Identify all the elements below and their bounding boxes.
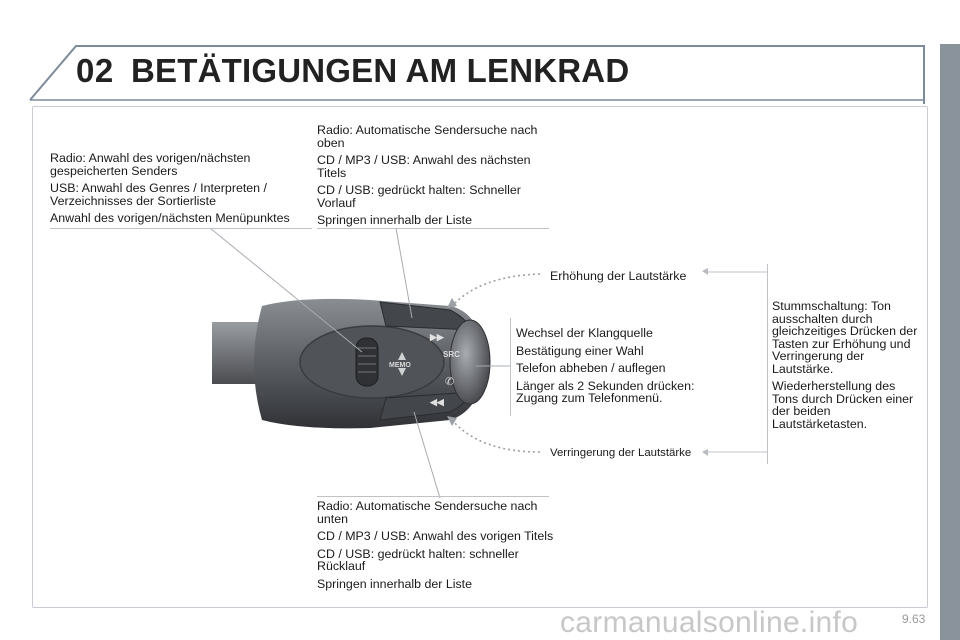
divider xyxy=(50,228,312,229)
right-description xyxy=(772,300,920,435)
phone-icon: ✆ xyxy=(445,376,455,388)
left-description xyxy=(50,152,312,230)
src-label: SRC xyxy=(443,350,460,359)
bottom-line: CD / USB: gedrückt halten: schneller Rücklauf xyxy=(317,546,519,573)
bottom-line: Springen innerhalb der Liste xyxy=(317,576,472,591)
center-line: Länger als 2 Sekunden drücken: Zugang zum Telefonmenü. xyxy=(516,378,695,405)
divider xyxy=(767,264,768,464)
volume-up-label: Erhöhung der Lautstärke xyxy=(550,269,687,283)
center-line: Bestätigung einer Wahl xyxy=(516,343,644,358)
center-line: Wechsel der Klangquelle xyxy=(516,326,653,340)
divider xyxy=(317,228,549,229)
left-line: Radio: Anwahl des vorigen/nächsten gespeicherten Senders xyxy=(50,151,251,178)
divider xyxy=(510,318,511,416)
next-track-icon: ▶▶ xyxy=(430,332,444,342)
divider xyxy=(317,496,549,497)
left-line: Anwahl des vorigen/nächsten Menüpunktes xyxy=(50,211,290,225)
page-title: BETÄTIGUNGEN AM LENKRAD xyxy=(131,52,630,89)
bottom-line: Radio: Automatische Sendersuche nach unten xyxy=(317,499,538,526)
top-line: Springen innerhalb der Liste xyxy=(317,213,472,227)
center-description xyxy=(516,327,716,410)
bottom-line: CD / MP3 / USB: Anwahl des vorigen Titels xyxy=(317,529,554,543)
page-number: 9.63 xyxy=(902,612,926,626)
top-line: Radio: Automatische Sendersuche nach oben xyxy=(317,123,538,150)
volume-down-label: Verringerung der Lautstärke xyxy=(550,447,692,459)
top-line: CD / MP3 / USB: Anwahl des nächsten Titels xyxy=(317,153,531,180)
left-line: USB: Anwahl des Genres / Interpreten / Verzeichnisses der Sortierliste xyxy=(50,181,267,208)
right-line: Wiederherstellung des Tons durch Drücken einer der beiden Lautstärketasten. xyxy=(772,379,914,431)
thumbwheel[interactable] xyxy=(356,338,378,386)
right-line: Stummschaltung: Ton ausschalten durch gleichzeitiges Drücken der Tasten zur Erhöhung und Verringerung der Lautstärke. xyxy=(772,299,918,376)
chapter-number: 02 xyxy=(76,52,114,89)
bottom-description xyxy=(317,500,557,595)
volume-down-arrow xyxy=(452,420,540,452)
previous-track-icon: ◀◀ xyxy=(430,397,444,407)
leader-line-bottom xyxy=(414,412,440,498)
memo-label: MEMO xyxy=(389,362,411,369)
watermark: carmanualsonline.info xyxy=(560,606,859,639)
volume-up-arrow xyxy=(452,274,540,306)
top-description xyxy=(317,124,553,232)
center-line: Telefon abheben / auflegen xyxy=(516,361,666,375)
top-line: CD / USB: gedrückt halten: Schneller Vorlauf xyxy=(317,183,521,210)
end-cap-button[interactable] xyxy=(450,320,490,404)
